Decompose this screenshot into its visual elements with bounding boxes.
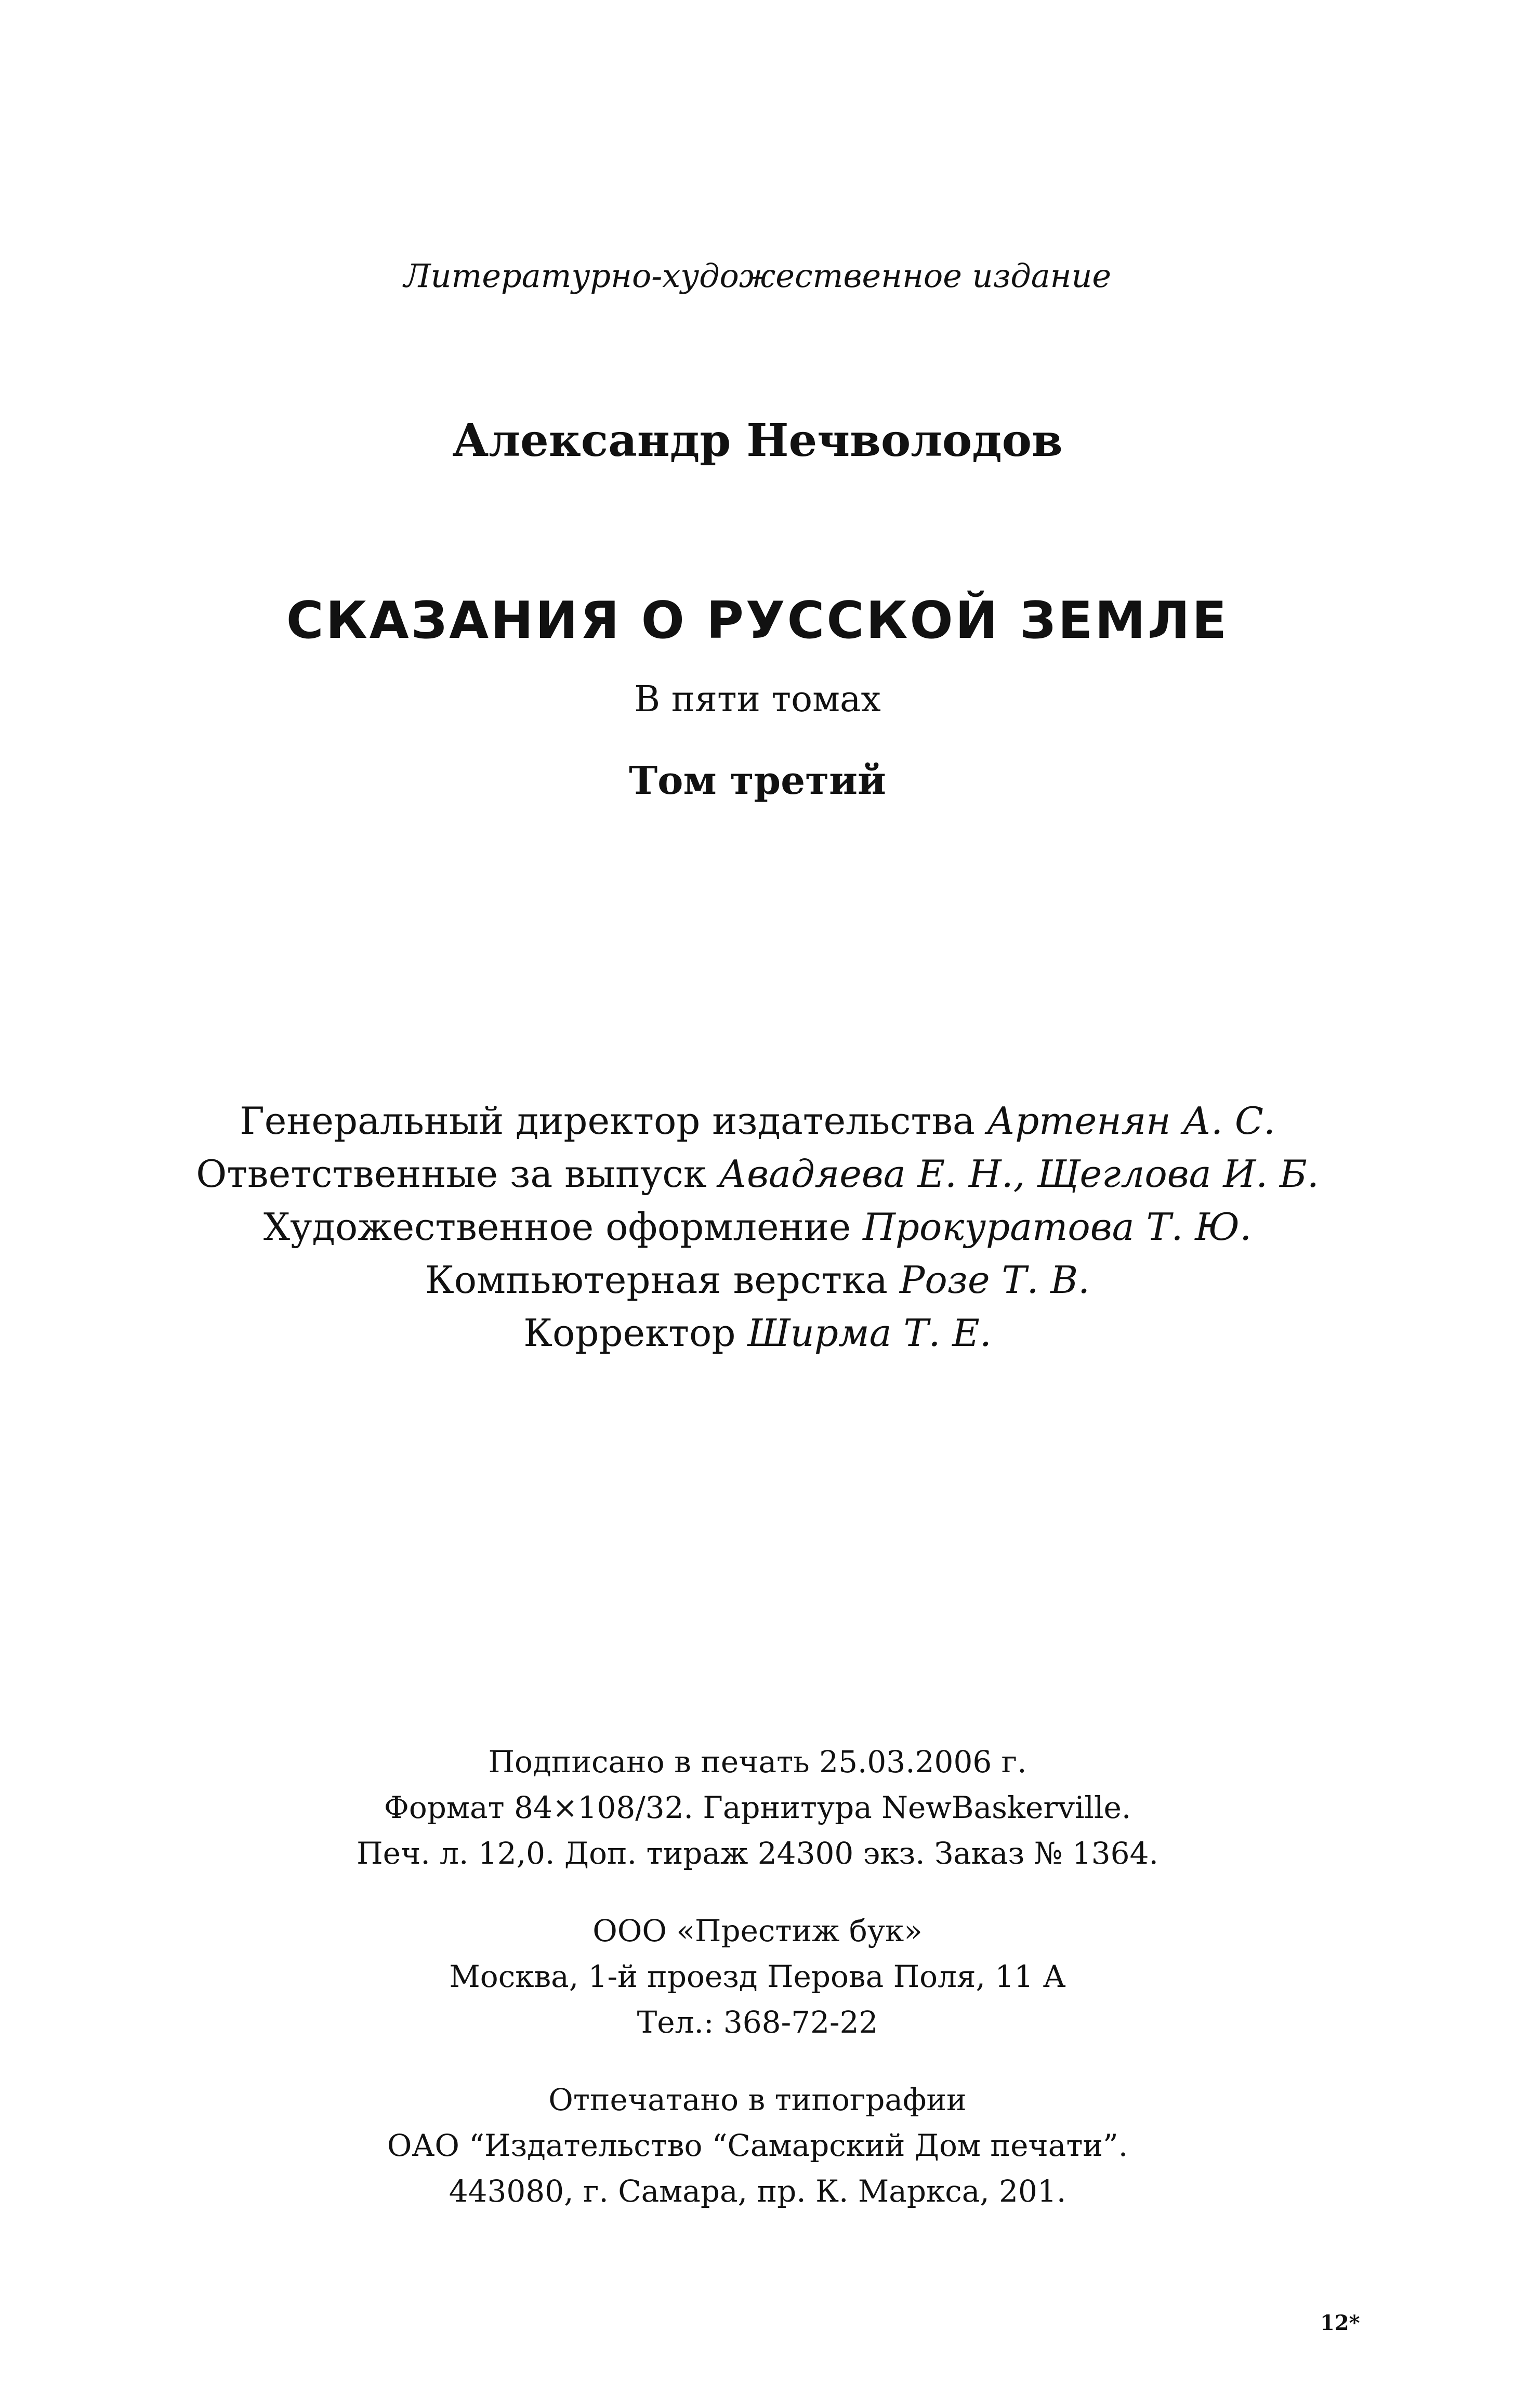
credit-line [0, 1258, 1515, 1302]
credit-role: Корректор [523, 1311, 736, 1355]
credit-line [0, 1311, 1515, 1355]
book-title: СКАЗАНИЯ О РУССКОЙ ЗЕМЛЕ [286, 591, 1229, 650]
author-name: Александр Нечволодов [452, 414, 1063, 467]
print-info-line: Формат 84×108/32. Гарнитура NewBaskerville. [384, 1790, 1131, 1825]
credit-role: Компьютерная верстка [425, 1258, 888, 1302]
credit-name: Артенян А. С. [986, 1099, 1275, 1143]
publisher-line: Москва, 1-й проезд Перова Поля, 11 А [449, 1959, 1066, 1994]
credit-role: Ответственные за выпуск [196, 1152, 707, 1196]
credit-line [0, 1205, 1515, 1249]
print-info-line: Подписано в печать 25.03.2006 г. [488, 1744, 1027, 1779]
credit-name: Прокуратова Т. Ю. [863, 1205, 1252, 1249]
printer-line: ОАО “Издательство “Самарский Дом печати”. [387, 2128, 1128, 2163]
credit-name: Розе Т. В. [899, 1258, 1090, 1302]
volume-label: Том третий [629, 758, 886, 803]
printer-line: 443080, г. Самара, пр. К. Маркса, 201. [449, 2174, 1066, 2209]
credit-role: Генеральный директор издательства [240, 1099, 975, 1143]
credit-name: Авадяева Е. Н., Щеглова И. Б. [718, 1152, 1319, 1196]
printer-line: Отпечатано в типографии [548, 2082, 967, 2117]
publisher-line: ООО «Престиж бук» [592, 1913, 923, 1948]
page-number: 12* [1320, 2311, 1360, 2335]
credit-line [0, 1099, 1515, 1143]
credit-role: Художественное оформление [263, 1205, 851, 1249]
credit-line [0, 1152, 1515, 1196]
print-info-line: Печ. л. 12,0. Доп. тираж 24300 экз. Заказ № 1364. [357, 1836, 1158, 1871]
credit-name: Ширма Т. Е. [747, 1311, 992, 1355]
book-subtitle: В пяти томах [634, 679, 881, 720]
publisher-line: Тел.: 368-72-22 [637, 2005, 878, 2040]
edition-type: Литературно-художественное издание [403, 257, 1112, 295]
